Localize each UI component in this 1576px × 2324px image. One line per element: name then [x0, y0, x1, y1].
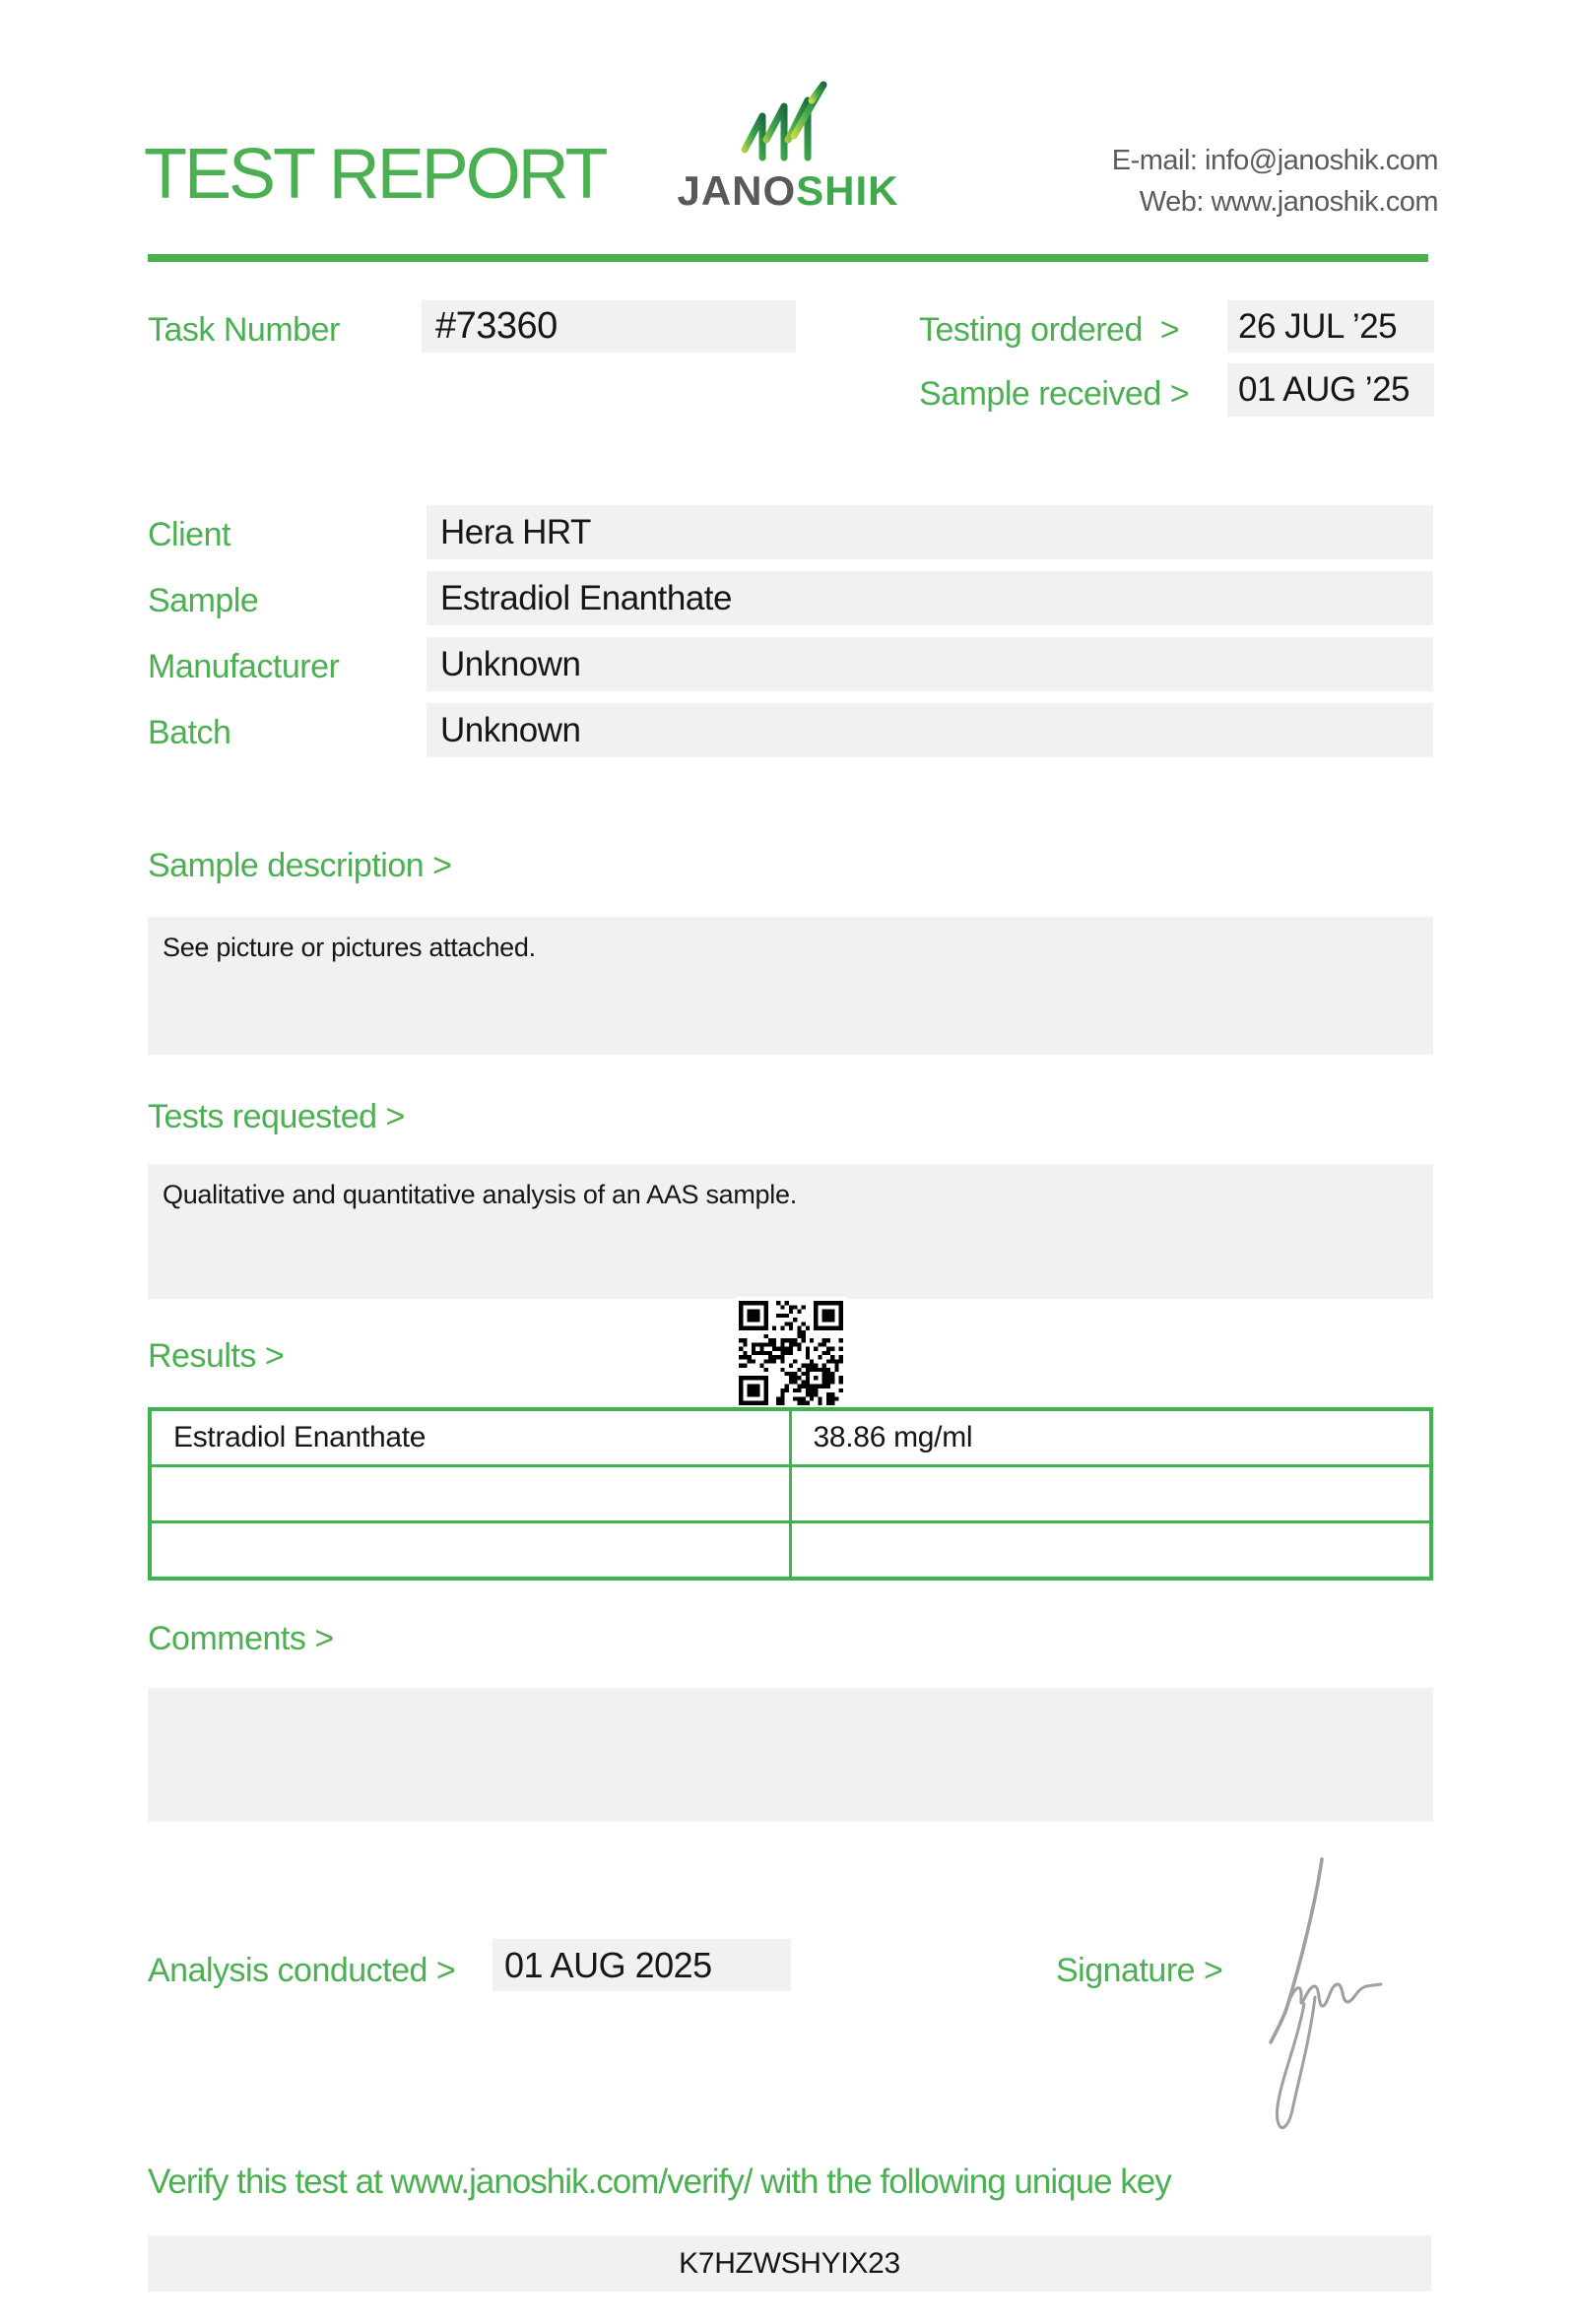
signature-image	[1244, 1820, 1410, 2142]
analysis-conducted-label-text: Analysis conducted	[148, 1952, 427, 1989]
sample-received-arrow: >	[1169, 375, 1190, 413]
analysis-conducted-arrow: >	[435, 1952, 456, 1989]
results-heading-text: Results	[148, 1337, 256, 1375]
analysis-date-value: 01 AUG 2025	[492, 1939, 791, 1991]
contact-block	[1112, 140, 1438, 223]
tests-requested-arrow: >	[385, 1098, 405, 1135]
logo-text-jano: JANO	[677, 167, 797, 214]
testing-ordered-label-text: Testing ordered	[919, 311, 1143, 349]
sample-description-text: See picture or pictures attached.	[163, 933, 536, 962]
sample-description-heading	[148, 847, 451, 885]
signature-label-text: Signature	[1056, 1952, 1196, 1989]
results-table	[148, 1407, 1433, 1581]
result-substance-cell	[150, 1466, 790, 1522]
sample-description-heading-text: Sample description	[148, 847, 425, 884]
task-number-label: Task Number	[148, 311, 340, 349]
comments-arrow: >	[314, 1620, 334, 1657]
comments-heading-text: Comments	[148, 1620, 306, 1657]
task-number-value: #73360	[422, 300, 796, 353]
sample-description-box	[148, 917, 1433, 1055]
results-arrow: >	[264, 1337, 285, 1375]
result-substance-cell	[150, 1522, 790, 1580]
tests-requested-box	[148, 1164, 1433, 1299]
contact-web: Web: www.janoshik.com	[1139, 186, 1438, 219]
qr-code	[735, 1297, 847, 1409]
result-value-cell	[790, 1466, 1431, 1522]
sample-received-label-text: Sample received	[919, 375, 1161, 413]
result-row	[150, 1522, 1431, 1580]
tests-requested-text: Qualitative and quantitative analysis of an AAS sample.	[163, 1180, 797, 1209]
result-row	[150, 1466, 1431, 1522]
batch-value: Unknown	[427, 703, 1433, 757]
sample-received-value: 01 AUG ’25	[1227, 363, 1434, 417]
testing-ordered-label	[919, 311, 1179, 350]
comments-box	[148, 1688, 1433, 1822]
header-divider	[148, 254, 1428, 262]
result-value-cell	[790, 1522, 1431, 1580]
growth-chart-icon	[737, 79, 835, 168]
tests-requested-heading-text: Tests requested	[148, 1098, 377, 1135]
comments-heading	[148, 1620, 334, 1658]
result-value-cell: 38.86 mg/ml	[790, 1409, 1431, 1466]
sample-description-arrow: >	[432, 847, 452, 884]
sample-label: Sample	[148, 582, 259, 619]
testing-ordered-arrow: >	[1159, 311, 1180, 349]
tests-requested-heading	[148, 1098, 405, 1136]
testing-ordered-value: 26 JUL ’25	[1227, 300, 1434, 353]
contact-email: E-mail: info@janoshik.com	[1111, 145, 1438, 176]
signature-arrow: >	[1204, 1952, 1223, 1989]
unique-key-box	[148, 2235, 1431, 2292]
signature-label	[1056, 1952, 1222, 1990]
results-heading	[148, 1337, 284, 1376]
client-label: Client	[148, 516, 230, 553]
batch-label: Batch	[148, 714, 231, 751]
result-row	[150, 1409, 1431, 1466]
result-substance-cell: Estradiol Enanthate	[150, 1409, 790, 1466]
manufacturer-label: Manufacturer	[148, 648, 340, 685]
sample-value: Estradiol Enanthate	[427, 571, 1433, 625]
sample-received-label	[919, 375, 1189, 414]
client-value: Hera HRT	[427, 505, 1433, 559]
logo-text	[630, 167, 946, 215]
analysis-conducted-label	[148, 1952, 455, 1990]
unique-key-value: K7HZWSHYIX23	[679, 2246, 900, 2280]
verify-text: Verify this test at www.janoshik.com/verify/ with the following unique key	[148, 2163, 1171, 2201]
page-title: TEST REPORT	[144, 135, 606, 214]
manufacturer-value: Unknown	[427, 637, 1433, 691]
logo-text-shik: SHIK	[796, 167, 899, 214]
